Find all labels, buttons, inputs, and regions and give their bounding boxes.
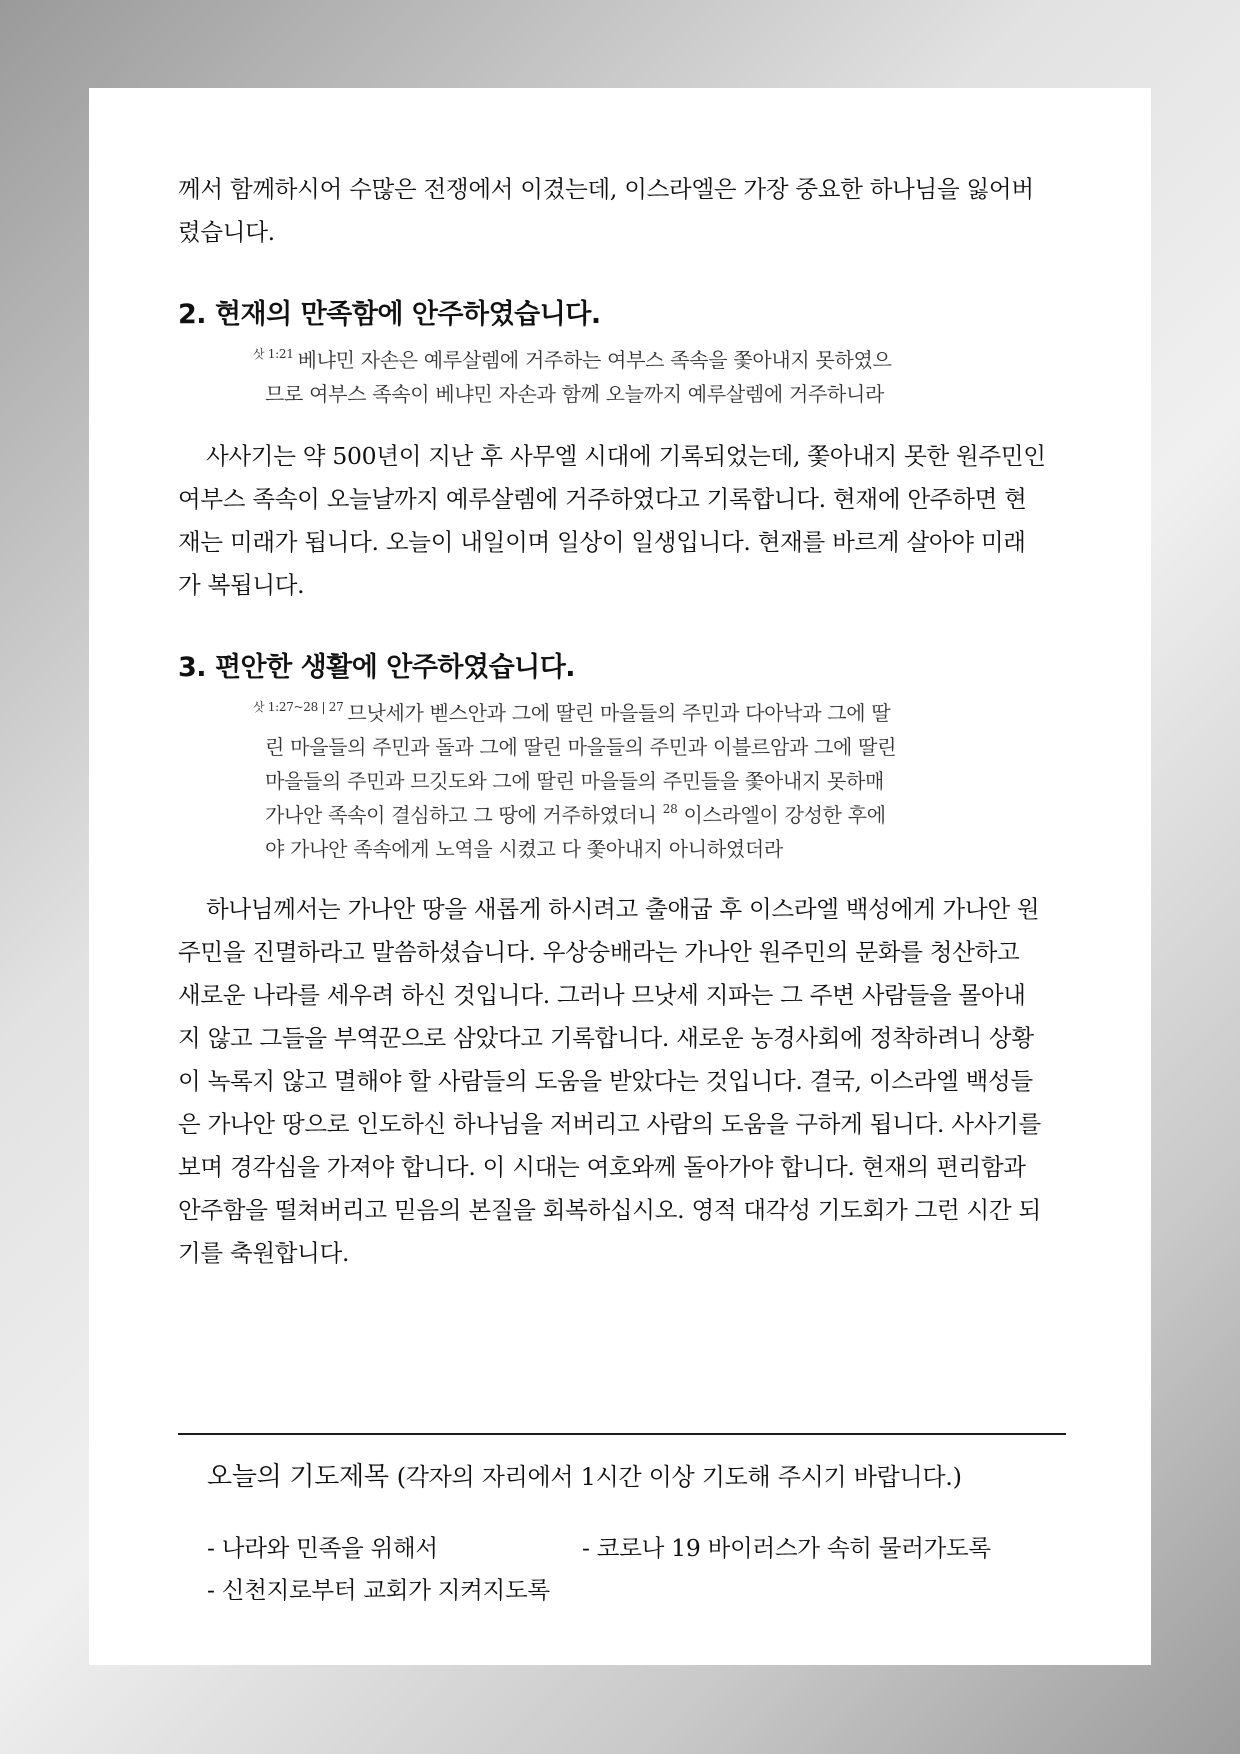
section-divider: [178, 1433, 1066, 1435]
text-line: 재는 미래가 됩니다. 오늘이 내일이며 일상이 일생입니다. 현재를 바르게 살아야 미래: [178, 528, 1026, 556]
verse-line: 린 마을들의 주민과 돌과 그에 딸린 마을들의 주민과 이블르암과 그에 딸린: [265, 735, 897, 759]
verse-line: $^{삿 1:27\sim 28 | 27}$ 므낫세가 벧스안과 그에 딸린 마을들의 주민과 다아낙과 그에 딸: [253, 700, 891, 725]
verse-line: 가나안 족속이 결심하고 그 땅에 거주하였더니 $^{28}$ 이스라엘이 강성한 후에: [265, 802, 886, 827]
prayer-item: - 나라와 민족을 위해서: [207, 1534, 438, 1562]
content-area: [178, 168, 1068, 1275]
text-line: 주민을 진멸하라고 말씀하셨습니다. 우상숭배라는 가나안 원주민의 문화를 청산하고: [178, 938, 1020, 966]
text-line: 은 가나안 땅으로 인도하신 하나님을 저버리고 사람의 도움을 구하게 됩니다. 사사기를: [178, 1110, 1041, 1138]
text-line: 기를 축원합니다.: [178, 1239, 350, 1267]
text-line: 렸습니다.: [178, 218, 275, 246]
text-line: 지 않고 그들을 부역꾼으로 삼았다고 기록합니다. 새로운 농경사회에 정착하려니 상황: [178, 1024, 1034, 1052]
section-heading: 2. 현재의 만족함에 안주하였습니다.: [178, 299, 601, 330]
prayer-box: [207, 1456, 1067, 1604]
text-line: 여부스 족속이 오늘날까지 예루살렘에 거주하였다고 기록합니다. 현재에 안주하면 현: [178, 485, 1027, 513]
text-line: 께서 함께하시어 수많은 전쟁에서 이겼는데, 이스라엘은 가장 중요한 하나님을 잃어버: [178, 175, 1034, 203]
verse-reference: 삿 1:21: [253, 347, 294, 361]
intro-paragraph: [178, 168, 1068, 254]
verse-reference: 삿 1:27~28 | 27: [253, 700, 344, 714]
section-heading: 3. 편안한 생활에 안주하였습니다.: [178, 652, 576, 683]
document-page: [89, 88, 1151, 1665]
prayer-title: 오늘의 기도제목: [207, 1462, 389, 1492]
scripture-quote: [253, 343, 1005, 411]
verse-line: 야 가나안 족속에게 노역을 시켰고 다 쫓아내지 아니하였더라: [265, 837, 783, 861]
verse-line: $^{삿 1:21}$ 베냐민 자손은 예루살렘에 거주하는 여부스 족속을 쫓아내지 못하였으: [253, 347, 892, 372]
text-line: 하나님께서는 가나안 땅을 새롭게 하시려고 출애굽 후 이스라엘 백성에게 가나안 원: [206, 895, 1040, 923]
body-paragraph: [178, 435, 1068, 607]
verse-line: 므로 여부스 족속이 베냐민 자손과 함께 오늘까지 예루살렘에 거주하니라: [265, 382, 885, 406]
prayer-item: - 코로나 19 바이러스가 속히 물러가도록: [582, 1534, 991, 1562]
text-line: 보며 경각심을 가져야 합니다. 이 시대는 여호와께 돌아가야 합니다. 현재의 편리함과: [178, 1153, 1026, 1181]
text-line: 이 녹록지 않고 멸해야 할 사람들의 도움을 받았다는 것입니다. 결국, 이스라엘 백성들: [178, 1067, 1033, 1095]
text-line: 사사기는 약 500년이 지난 후 사무엘 시대에 기록되었는데, 쫓아내지 못한 원주민인: [206, 442, 1046, 470]
verse-line: 마을들의 주민과 므깃도와 그에 딸린 마을들의 주민들을 쫓아내지 못하매: [265, 769, 885, 793]
verse-number: 28: [662, 802, 678, 816]
text-line: 안주함을 떨쳐버리고 믿음의 본질을 회복하십시오. 영적 대각성 기도회가 그런 시간 되: [178, 1196, 1041, 1224]
text-line: 새로운 나라를 세우려 하신 것입니다. 그러나 므낫세 지파는 그 주변 사람들을 몰아내: [178, 981, 1026, 1009]
text-line: 가 복됩니다.: [178, 571, 305, 599]
prayer-subtitle: (각자의 자리에서 1시간 이상 기도해 주시기 바랍니다.): [396, 1463, 962, 1491]
prayer-item: - 신천지로부터 교회가 지켜지도록: [207, 1576, 550, 1604]
scripture-quote: [253, 696, 1005, 866]
prayer-heading: [207, 1456, 1067, 1493]
body-paragraph: [178, 888, 1068, 1275]
